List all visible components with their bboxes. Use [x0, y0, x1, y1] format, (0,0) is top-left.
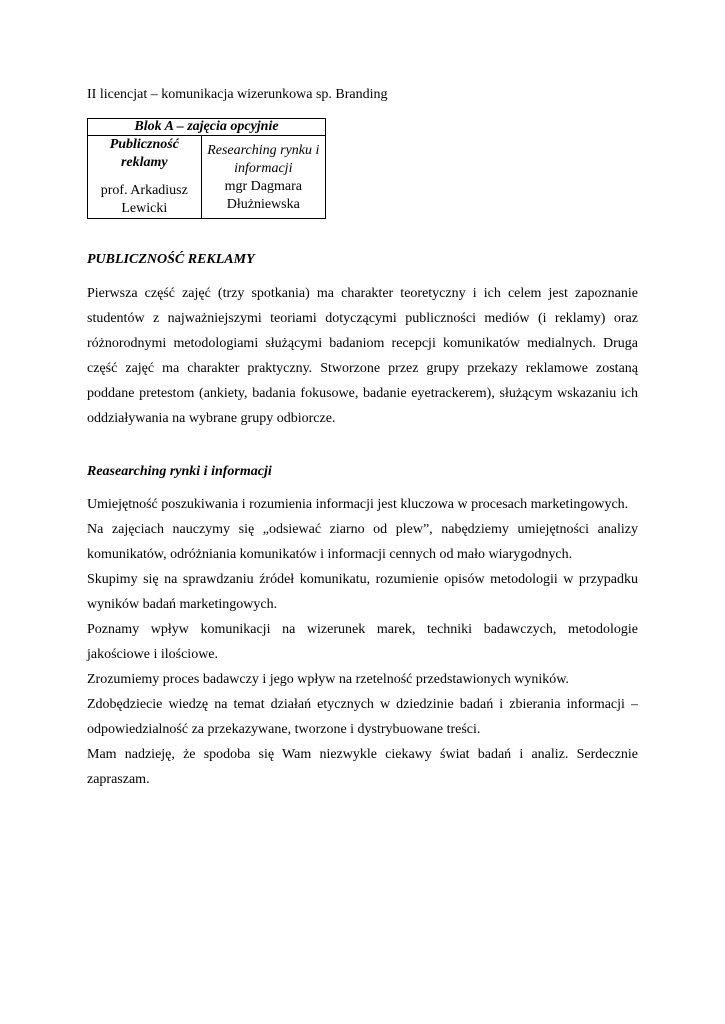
block-table-title: Blok A – zajęcia opcyjnie: [88, 119, 326, 136]
document-header: II licencjat – komunikacja wizerunkowa sp. Branding: [87, 87, 388, 102]
col2-lecturer: mgr Dagmara Dłużniewska: [224, 179, 302, 212]
col2-subject: Researching rynku i informacji: [207, 143, 320, 176]
block-table-col2: [201, 136, 325, 219]
block-table: [87, 118, 326, 219]
section2-paragraph: Na zajęciach nauczymy się „odsiewać ziarno od plew”, nabędziemy umiejętności analizy komunikatów, odróżniania komunikatów i informacji cennych od mało wiarygodnych.: [87, 522, 638, 562]
section1-heading: PUBLICZNOŚĆ REKLAMY: [87, 252, 255, 267]
col1-lecturer: prof. Arkadiusz Lewicki: [100, 183, 188, 216]
section2-body: [87, 492, 638, 792]
block-table-col1: [88, 136, 202, 219]
section2-paragraph: Mam nadzieję, że spodoba się Wam niezwykle ciekawy świat badań i analiz. Serdecznie zapraszam.: [87, 747, 638, 787]
section2-paragraph: Zdobędziecie wiedzę na temat działań etycznych w dziedzinie badań i zbierania informacji – odpowiedzialność za przekazywane, tworzone i dystrybuowane treści.: [87, 697, 638, 737]
section1-paragraph: Pierwsza część zajęć (trzy spotkania) ma charakter teoretyczny i ich celem jest zapoznanie studentów z najważniejszymi teoriami dotyczącymi publiczności mediów (i reklamy) oraz różnorodnymi metodologiami służącymi badaniom recepcji komunikatów medialnych. Druga część zajęć ma charakter praktyczny. Stworzone przez grupy przekazy reklamowe zostaną poddane pretestom (ankiety, badania fokusowe, badanie eyetrackerem), służącym wskazaniu ich oddziaływania na wybrane grupy odbiorcze.: [87, 286, 638, 426]
col1-subject: Publiczność reklamy: [109, 137, 179, 170]
section2-paragraph: Skupimy się na sprawdzaniu źródeł komunikatu, rozumienie opisów metodologii w przypadku wyników badań marketingowych.: [87, 572, 638, 612]
section2-paragraph: Zrozumiemy proces badawczy i jego wpływ na rzetelność przedstawionych wyników.: [87, 672, 569, 687]
section2-paragraph: Umiejętność poszukiwania i rozumienia informacji jest kluczowa w procesach marketingowych.: [87, 497, 629, 512]
section2-paragraph: Poznamy wpływ komunikacji na wizerunek marek, techniki badawczych, metodologie jakościowe i ilościowe.: [87, 622, 638, 662]
section2-heading: Reasearching rynki i informacji: [87, 464, 272, 479]
